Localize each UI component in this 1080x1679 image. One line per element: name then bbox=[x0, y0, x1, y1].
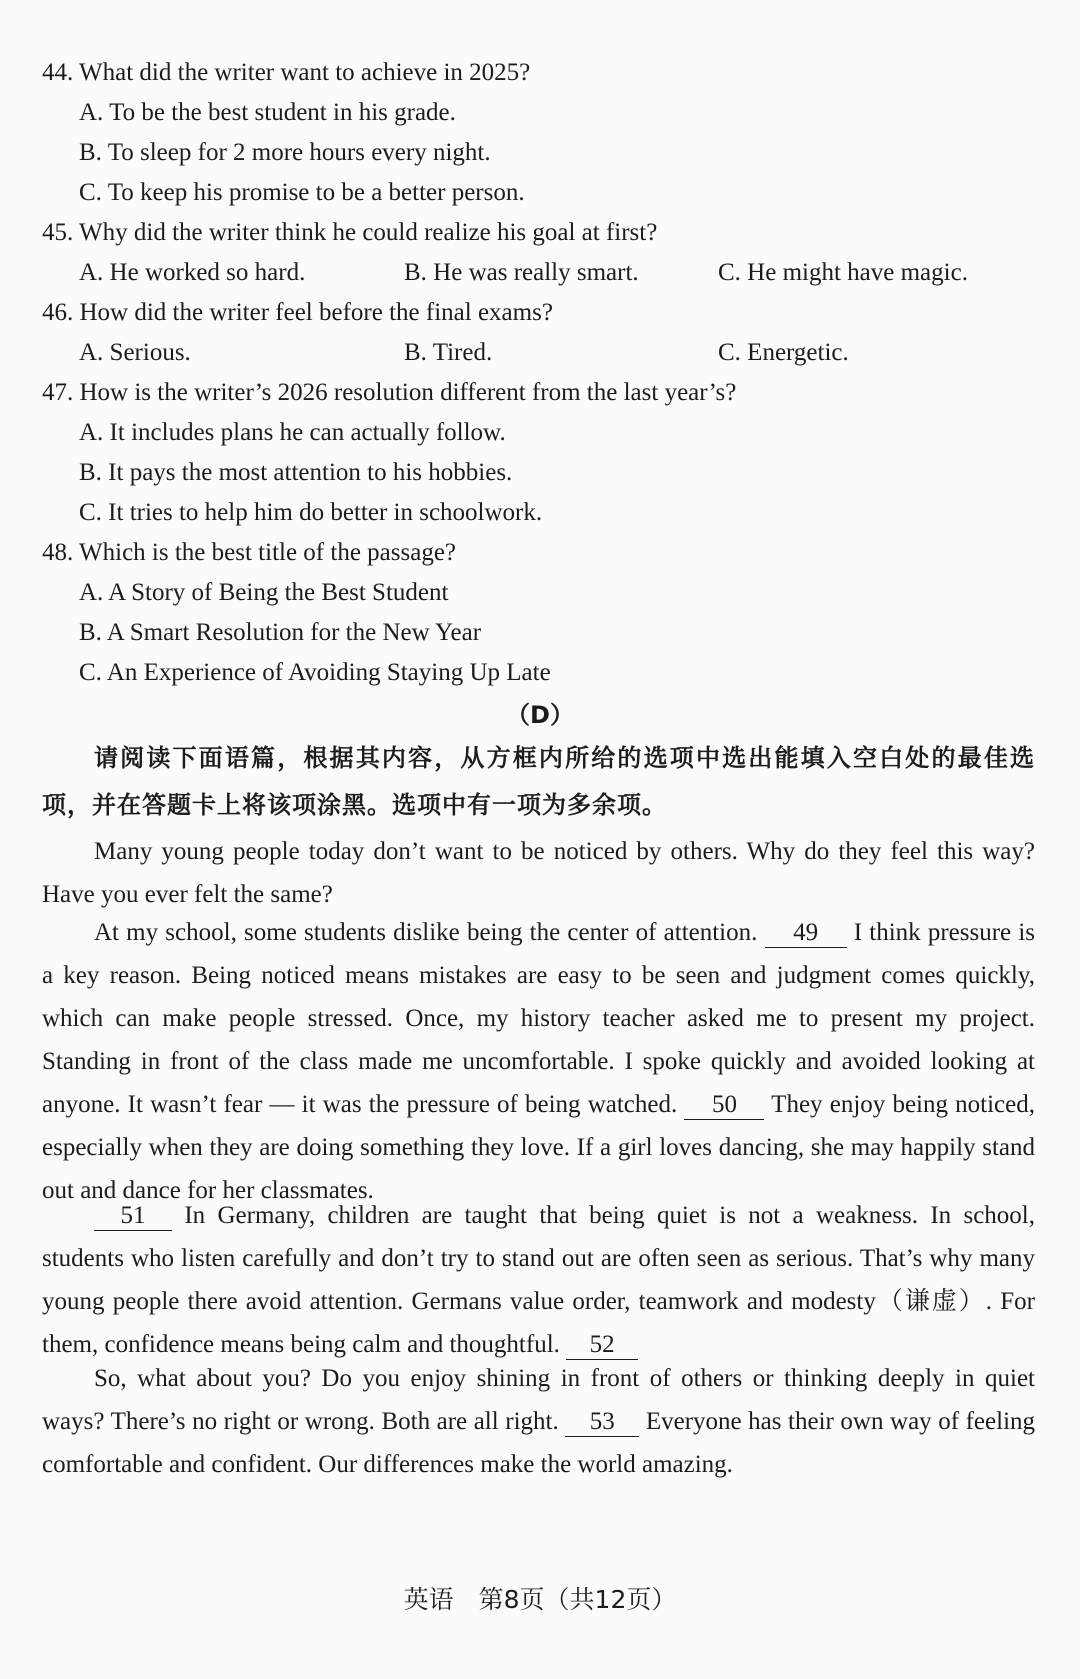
passage-text: Everyone has their own way of feeling comfortable and confident. Our differences make the world amazing. bbox=[42, 1408, 1036, 1478]
passage-text: I think pressure is a key reason. Being noticed means mistakes are easy to be seen and judgment comes quickly, which can make people stressed. Once, my history teacher asked me to present my project. Standing in front of the class made me uncomfortable. I spoke quickly and avoided looking at anyone. It wasn’t fear — it was the pressure of being watched. bbox=[42, 919, 1035, 1118]
option: B. He was really smart. bbox=[404, 259, 639, 286]
option: C. An Experience of Avoiding Staying Up Late bbox=[79, 659, 551, 686]
blank-49: 49 bbox=[765, 919, 847, 948]
passage-text: At my school, some students dislike being the center of attention. bbox=[94, 919, 758, 946]
passage-text: In Germany, children are taught that being quiet is not a weakness. In school, students who listen carefully and don’t try to stand out are often seen as serious. That’s why many young people there avoid attention. Germans value order, teamwork and modesty（谦虚）. For them, confidence means being calm and thoughtful. bbox=[42, 1202, 1036, 1358]
question-44: 44. What did the writer want to achieve in 2025? bbox=[42, 59, 531, 86]
option: B. It pays the most attention to his hobbies. bbox=[79, 459, 513, 486]
page-footer: 英语 第8页（共12页） bbox=[403, 1585, 677, 1614]
passage-paragraph-3 bbox=[42, 1194, 1035, 1366]
passage-paragraph-1: Many young people today don’t want to be noticed by others. Why do they feel this way? Have you ever felt the same? bbox=[42, 838, 1035, 908]
option: B. A Smart Resolution for the New Year bbox=[79, 619, 482, 646]
question-45: 45. Why did the writer think he could realize his goal at first? bbox=[42, 219, 658, 246]
option: B. To sleep for 2 more hours every night. bbox=[79, 139, 491, 166]
section-title: （D） bbox=[506, 701, 574, 729]
option: B. Tired. bbox=[404, 339, 493, 366]
question-48: 48. Which is the best title of the passage? bbox=[42, 539, 457, 566]
blank-53: 53 bbox=[565, 1408, 639, 1437]
option: A. A Story of Being the Best Student bbox=[79, 579, 449, 606]
option: A. To be the best student in his grade. bbox=[79, 99, 456, 126]
option: A. He worked so hard. bbox=[79, 259, 306, 286]
section-instruction: 请阅读下面语篇，根据其内容，从方框内所给的选项中选出能填入空白处的最佳选项，并在答题卡上将该项涂黑。选项中有一项为多余项。 bbox=[42, 744, 1035, 819]
option: A. It includes plans he can actually follow. bbox=[79, 419, 506, 446]
option: A. Serious. bbox=[79, 339, 191, 366]
question-46: 46. How did the writer feel before the final exams? bbox=[42, 299, 553, 326]
passage-paragraph-2 bbox=[42, 911, 1035, 1212]
option: C. Energetic. bbox=[718, 339, 849, 366]
option: C. To keep his promise to be a better person. bbox=[79, 179, 525, 206]
passage-paragraph-4 bbox=[42, 1357, 1035, 1486]
question-47: 47. How is the writer’s 2026 resolution different from the last year’s? bbox=[42, 379, 737, 406]
blank-51: 51 bbox=[94, 1202, 172, 1231]
option: C. He might have magic. bbox=[718, 259, 968, 286]
blank-52: 52 bbox=[566, 1331, 638, 1360]
option: C. It tries to help him do better in schoolwork. bbox=[79, 499, 543, 526]
passage-text: So, what about you? Do you enjoy shining in front of others or thinking deeply in quiet ways? There’s no right or wrong. Both are all right. bbox=[42, 1365, 1035, 1435]
passage-text: They enjoy being noticed, especially when they are doing something they love. If a girl loves dancing, she may happily stand out and dance for her classmates. bbox=[42, 1091, 1035, 1204]
blank-50: 50 bbox=[684, 1091, 764, 1120]
